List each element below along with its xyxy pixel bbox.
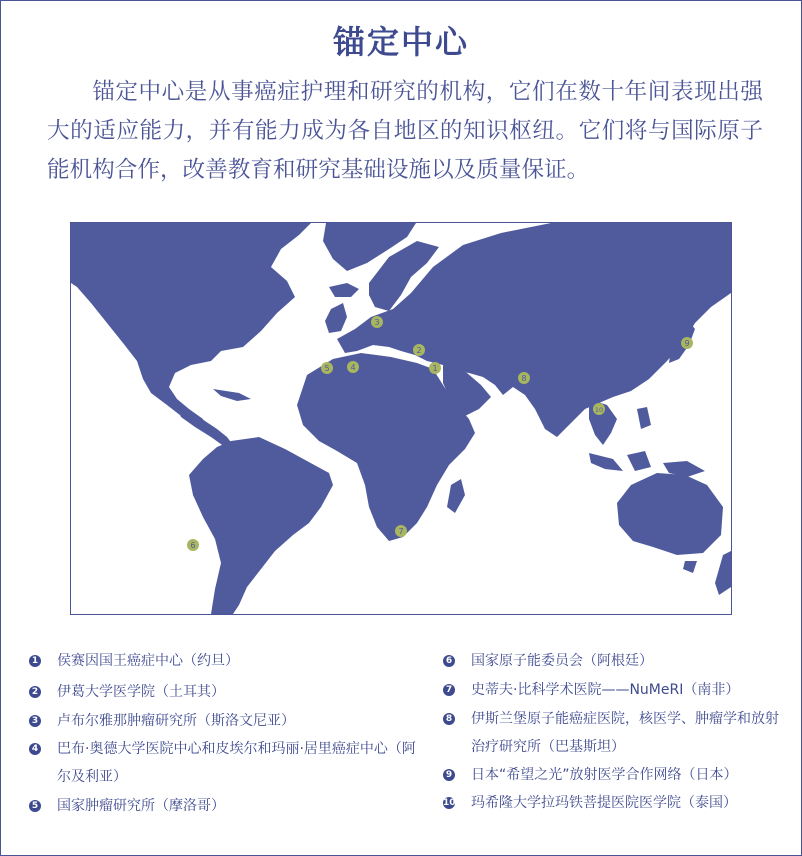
map-marker-9	[681, 337, 693, 349]
legend-number-10: 10	[443, 798, 456, 808]
landmass-indonesia-1	[589, 453, 623, 471]
map-marker-1	[429, 362, 441, 374]
map-marker-8	[518, 372, 530, 384]
legend-item-8	[443, 705, 788, 761]
legend-text-9: 日本“希望之光”放射医学合作网络（日本）	[471, 767, 738, 783]
legend-number-1: 1	[29, 655, 41, 667]
legend-number-9: 9	[443, 769, 455, 781]
landmass-iceland	[329, 283, 359, 297]
map-marker-5	[321, 362, 333, 374]
landmass-philippines	[637, 407, 651, 429]
legend-text-1: 侯赛因国王癌症中心（约旦）	[57, 653, 239, 669]
legend-item-9	[443, 761, 788, 789]
landmass-british-isles	[325, 303, 347, 333]
map-marker-label-8: 8	[521, 374, 527, 383]
map-marker-10	[593, 403, 605, 415]
map-marker-label-2: 2	[416, 346, 422, 355]
map-marker-label-4: 4	[350, 363, 356, 372]
map-marker-label-10: 10	[594, 406, 604, 414]
legend-text-5: 国家肿瘤研究所（摩洛哥）	[57, 798, 225, 814]
landmass-new-zealand	[715, 551, 731, 595]
map-marker-label-7: 7	[398, 527, 404, 536]
intro-paragraph: 锚定中心是从事癌症护理和研究的机构，它们在数十年间表现出强大的适应能力，并有能力成为各自地区的知识枢纽。它们将与国际原子能机构合作，改善教育和研究基础设施以及质量保证。	[47, 79, 763, 183]
legend-item-6	[443, 647, 783, 675]
world-map-svg	[71, 223, 731, 614]
legend-item-7	[443, 676, 783, 704]
map-marker-4	[347, 361, 359, 373]
legend-item-2	[29, 678, 389, 706]
legend-text-8: 伊斯兰堡原子能癌症医院，核医学、肿瘤学和放射治疗研究所（巴基斯坦）	[471, 711, 779, 755]
legend-text-2: 伊葛大学医学院（土耳其）	[57, 684, 225, 700]
landmass-tasmania	[683, 561, 697, 573]
legend-text-3: 卢布尔雅那肿瘤研究所（斯洛文尼亚）	[57, 713, 295, 729]
page-title: 锚定中心	[332, 23, 469, 61]
continents	[71, 223, 731, 614]
map-marker-label-3: 3	[374, 318, 380, 327]
map-marker-7	[395, 525, 407, 537]
legend-text-6: 国家原子能委员会（阿根廷）	[471, 653, 653, 669]
legend-item-3	[29, 707, 409, 735]
landmass-north-america	[71, 223, 311, 427]
landmass-australia	[617, 473, 723, 555]
legend-number-3: 3	[29, 715, 41, 727]
map-marker-6	[187, 539, 199, 551]
legend-item-10	[443, 789, 788, 817]
legend-item-5	[29, 792, 389, 820]
legend-number-8: 8	[443, 713, 455, 725]
legend-number-6: 6	[443, 655, 455, 667]
map-marker-2	[413, 344, 425, 356]
landmass-indonesia-2	[627, 451, 651, 471]
legend-number-2: 2	[29, 686, 41, 698]
map-marker-3	[371, 316, 383, 328]
legend-number-4: 4	[29, 743, 41, 755]
map-marker-label-5: 5	[324, 364, 330, 373]
world-map	[70, 222, 732, 615]
landmass-madagascar	[447, 479, 465, 513]
map-marker-label-9: 9	[684, 339, 690, 348]
legend-number-5: 5	[29, 800, 41, 812]
legend-item-1	[29, 647, 389, 675]
legend-item-4	[29, 735, 421, 791]
landmass-south-america	[189, 437, 333, 614]
map-marker-label-1: 1	[432, 364, 438, 373]
legend-number-7: 7	[443, 684, 455, 696]
map-marker-label-6: 6	[190, 541, 196, 550]
legend-text-7: 史蒂夫·比科学术医院——NuMeRI（南非）	[471, 682, 740, 698]
landmass-central-america	[175, 403, 233, 447]
landmass-cuba	[213, 389, 251, 401]
legend-text-10: 玛希隆大学拉玛铁菩提医院医学院（泰国）	[471, 795, 737, 811]
legend-text-4: 巴布·奥德大学医院中心和皮埃尔和玛丽·居里癌症中心（阿尔及利亚）	[57, 741, 416, 785]
